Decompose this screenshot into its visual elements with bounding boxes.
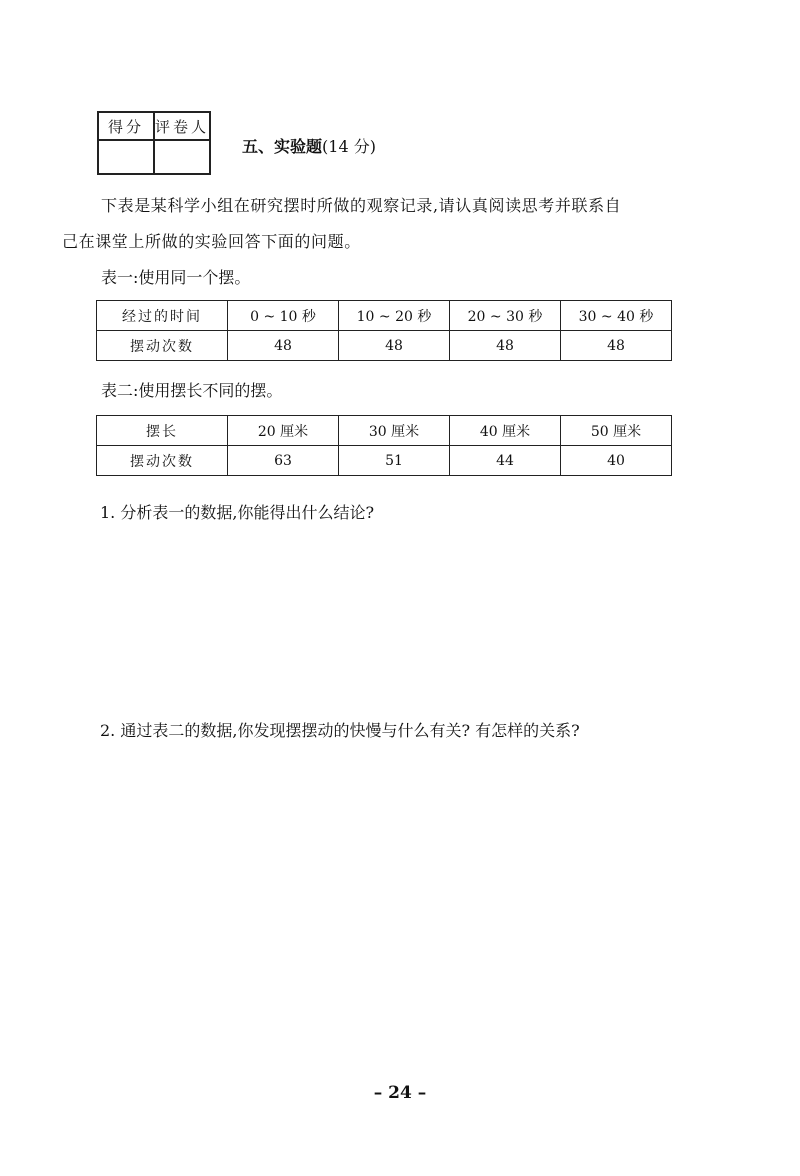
table2 [96, 415, 672, 476]
intro-line-2: 己在课堂上所做的实验回答下面的问题。 [62, 232, 361, 251]
score-label: 得分 [98, 112, 154, 140]
table2-header-row [97, 416, 672, 446]
table1 [96, 300, 672, 361]
grader-label: 评卷人 [154, 112, 210, 140]
table2-data-row [97, 446, 672, 476]
table2-caption: 表二:使用摆长不同的摆。 [101, 381, 283, 400]
table1-cell: 摆动次数 [97, 331, 228, 361]
table2-header-cell: 20 厘米 [228, 416, 339, 446]
table2-header-cell: 50 厘米 [561, 416, 672, 446]
table1-header-cell: 经过的时间 [97, 301, 228, 331]
table1-header-cell: 20 ~ 30 秒 [450, 301, 561, 331]
table2-cell: 51 [339, 446, 450, 476]
section-title-text: 五、实验题 [242, 137, 323, 156]
table1-cell: 48 [228, 331, 339, 361]
table2-cell: 摆动次数 [97, 446, 228, 476]
table2-header-cell: 40 厘米 [450, 416, 561, 446]
section-points: (14 分) [322, 137, 376, 156]
table1-cell: 48 [339, 331, 450, 361]
question-1: 1. 分析表一的数据,你能得出什么结论? [100, 503, 375, 522]
table1-header-row [97, 301, 672, 331]
table2-cell: 40 [561, 446, 672, 476]
table1-header-cell: 10 ~ 20 秒 [339, 301, 450, 331]
section-title [242, 134, 376, 157]
table2-header-cell: 30 厘米 [339, 416, 450, 446]
grader-cell [154, 140, 210, 174]
intro-line-1: 下表是某科学小组在研究摆时所做的观察记录,请认真阅读思考并联系自 [101, 196, 622, 215]
score-cell [98, 140, 154, 174]
table1-cell: 48 [450, 331, 561, 361]
table1-header-cell: 30 ~ 40 秒 [561, 301, 672, 331]
table1-cell: 48 [561, 331, 672, 361]
table2-cell: 44 [450, 446, 561, 476]
score-box [97, 111, 211, 175]
question-2: 2. 通过表二的数据,你发现摆摆动的快慢与什么有关? 有怎样的关系? [100, 721, 580, 740]
table1-header-cell: 0 ~ 10 秒 [228, 301, 339, 331]
table1-caption: 表一:使用同一个摆。 [101, 268, 251, 287]
page-number: – 24 – [373, 1083, 427, 1103]
table1-data-row [97, 331, 672, 361]
table2-header-cell: 摆长 [97, 416, 228, 446]
table2-cell: 63 [228, 446, 339, 476]
